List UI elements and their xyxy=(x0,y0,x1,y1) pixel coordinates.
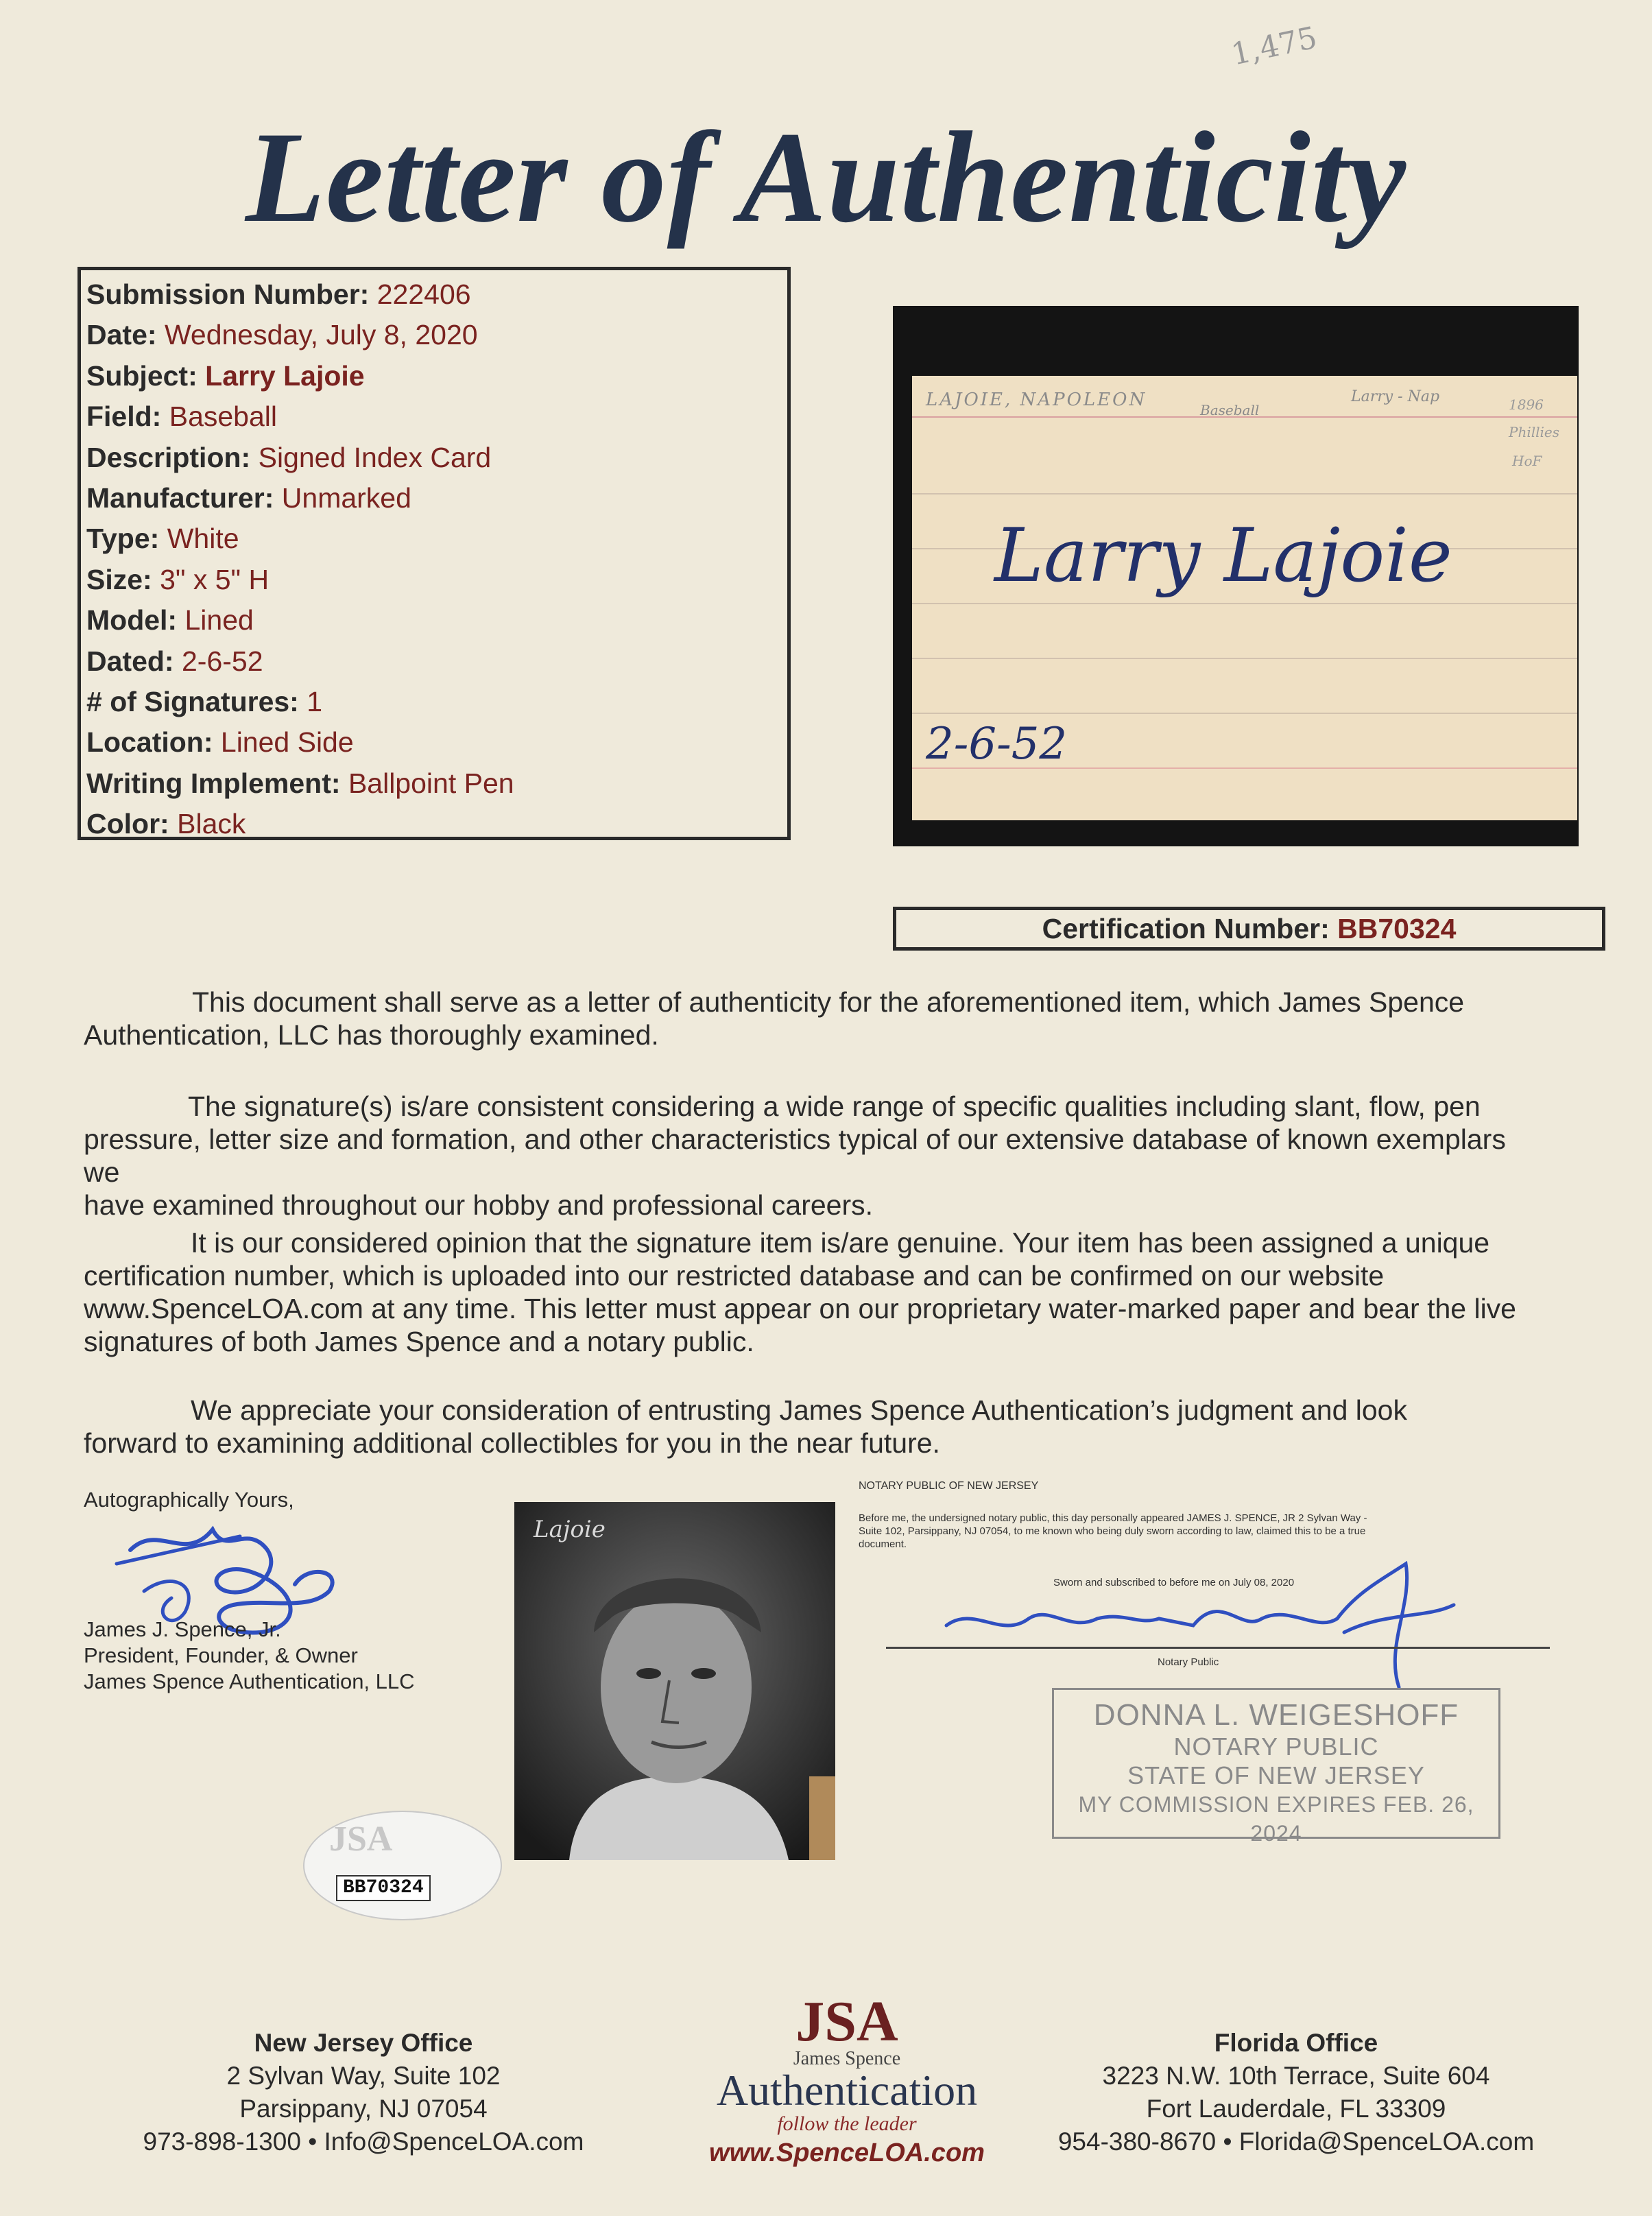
detail-value: Black xyxy=(177,808,246,840)
paragraph-3: It is our considered opinion that the signature item is/are genuine. Your item has been assigned a unique certification number, which is uploaded into our restricted database and can be confirmed on our website www.SpenceLOA.com at any time. This letter must appear on our proprietary water-marked paper and bear the live signatures of both James Spence and a notary public. xyxy=(84,1227,1516,1357)
detail-label: Location: xyxy=(86,726,213,759)
notary-signature-line xyxy=(886,1647,1550,1649)
signoff-name: James J. Spence, Jr. xyxy=(84,1617,281,1641)
signoff-company: James Spence Authentication, LLC xyxy=(84,1669,415,1693)
notary-signature-label: Notary Public xyxy=(1158,1656,1219,1668)
detail-value: Ballpoint Pen xyxy=(348,767,514,799)
jsa-logo: JSA James Spence Authentication follow the leader www.SpenceLOA.com xyxy=(682,1994,1011,2180)
detail-row xyxy=(86,600,787,641)
detail-label: Color: xyxy=(86,808,169,840)
detail-value: 1 xyxy=(307,686,323,718)
player-photo xyxy=(514,1502,835,1860)
detail-value: 3" x 5" H xyxy=(160,563,270,595)
card-header-nickname: Larry - Nap xyxy=(1351,388,1440,405)
detail-row xyxy=(86,560,787,600)
detail-label: Size: xyxy=(86,563,152,595)
detail-value: 222406 xyxy=(376,278,471,310)
detail-label: # of Signatures: xyxy=(86,686,299,718)
detail-row xyxy=(86,682,787,722)
detail-value: White xyxy=(167,523,239,555)
certification-box xyxy=(893,907,1605,951)
detail-value: Lined xyxy=(184,604,254,636)
fl-office: Florida Office 3223 N.W. 10th Terrace, Suite 604 Fort Lauderdale, FL 33309 954-380-8670 • Florida@SpenceLOA.com xyxy=(1057,2029,1535,2156)
notary-heading: NOTARY PUBLIC OF NEW JERSEY xyxy=(859,1480,1039,1492)
paragraph-4: We appreciate your consideration of entrusting James Spence Authentication’s judgment and look forward to examining additional collectibles for you in the near future. xyxy=(84,1394,1407,1459)
card-signature: Larry Lajoie xyxy=(994,513,1452,599)
jsa-hologram-sticker xyxy=(303,1811,502,1920)
detail-value: Baseball xyxy=(169,401,278,433)
detail-row xyxy=(86,315,787,355)
detail-label: Writing Implement: xyxy=(86,767,341,799)
pencil-note: 1,475 xyxy=(1228,20,1320,73)
detail-row xyxy=(86,763,787,804)
detail-value: 2-6-52 xyxy=(181,645,263,677)
detail-label: Field: xyxy=(86,401,162,433)
detail-value: Signed Index Card xyxy=(258,441,492,473)
signoff-role: President, Founder, & Owner xyxy=(84,1643,358,1667)
certification-number: BB70324 xyxy=(1337,913,1457,944)
card-note-hof: HoF xyxy=(1512,453,1542,469)
card-header-field: Baseball xyxy=(1200,402,1260,418)
detail-row xyxy=(86,519,787,559)
detail-row xyxy=(86,478,787,519)
hologram-brand: JSA xyxy=(329,1820,393,1859)
notary-sworn-date: Sworn and subscribed to before me on July 08, 2020 xyxy=(1053,1577,1295,1588)
detail-row xyxy=(86,396,787,437)
detail-row xyxy=(86,356,787,396)
nj-office: New Jersey Office 2 Sylvan Way, Suite 102 Parsippany, NJ 07054 973-898-1300 • Info@SpenceLOA.com xyxy=(143,2029,584,2156)
notary-body: Before me, the undersigned notary public, this day personally appeared JAMES J. SPENCE, JR 2 Sylvan Way - Suite 102, Parsippany, NJ 07054, to me known who being duly sworn according to law, claimed this to be a true document. xyxy=(859,1512,1367,1550)
detail-label: Manufacturer: xyxy=(86,482,274,514)
card-header-name: LAJOIE, NAPOLEON xyxy=(926,390,1147,410)
detail-row xyxy=(86,722,787,763)
notary-signature xyxy=(933,1550,1495,1694)
detail-label: Submission Number: xyxy=(86,278,370,310)
website-link[interactable]: www.SpenceLOA.com xyxy=(709,2138,985,2167)
detail-label: Subject: xyxy=(86,359,197,392)
detail-value: Unmarked xyxy=(281,482,411,514)
paragraph-2: The signature(s) is/are consistent considering a wide range of specific qualities including slant, flow, pen pressure, letter size and formation, and other characteristics typical of our extensive database of known exemplars we have examined throughout our hobby and professional careers. xyxy=(84,1091,1506,1221)
card-note-team: Phillies xyxy=(1509,424,1560,440)
detail-label: Date: xyxy=(86,319,157,351)
detail-row xyxy=(86,804,787,844)
signoff-closing: Autographically Yours, xyxy=(84,1488,294,1512)
notary-stamp: DONNA L. WEIGESHOFF NOTARY PUBLIC STATE OF NEW JERSEY MY COMMISSION EXPIRES FEB. 26, 2024 xyxy=(1052,1688,1500,1839)
detail-row xyxy=(86,438,787,478)
signed-index-card xyxy=(912,376,1577,820)
detail-value: Lined Side xyxy=(220,726,354,759)
detail-row xyxy=(86,641,787,682)
detail-label: Dated: xyxy=(86,645,174,677)
page-title: Letter of Authenticity xyxy=(245,106,1407,250)
photo-caption: Lajoie xyxy=(534,1516,606,1543)
detail-value: Larry Lajoie xyxy=(205,359,365,392)
detail-label: Model: xyxy=(86,604,178,636)
card-note-year: 1896 xyxy=(1509,396,1544,413)
card-date: 2-6-52 xyxy=(926,719,1068,770)
details-box xyxy=(77,267,791,840)
paragraph-1: This document shall serve as a letter of authenticity for the aforementioned item, which James Spence Authentication, LLC has thoroughly examined. xyxy=(84,986,1465,1051)
certification-label: Certification Number: xyxy=(1042,913,1330,944)
detail-row xyxy=(86,274,787,315)
detail-label: Type: xyxy=(86,523,160,555)
detail-value: Wednesday, July 8, 2020 xyxy=(164,319,478,351)
hologram-number: BB70324 xyxy=(336,1875,431,1901)
detail-label: Description: xyxy=(86,441,251,473)
